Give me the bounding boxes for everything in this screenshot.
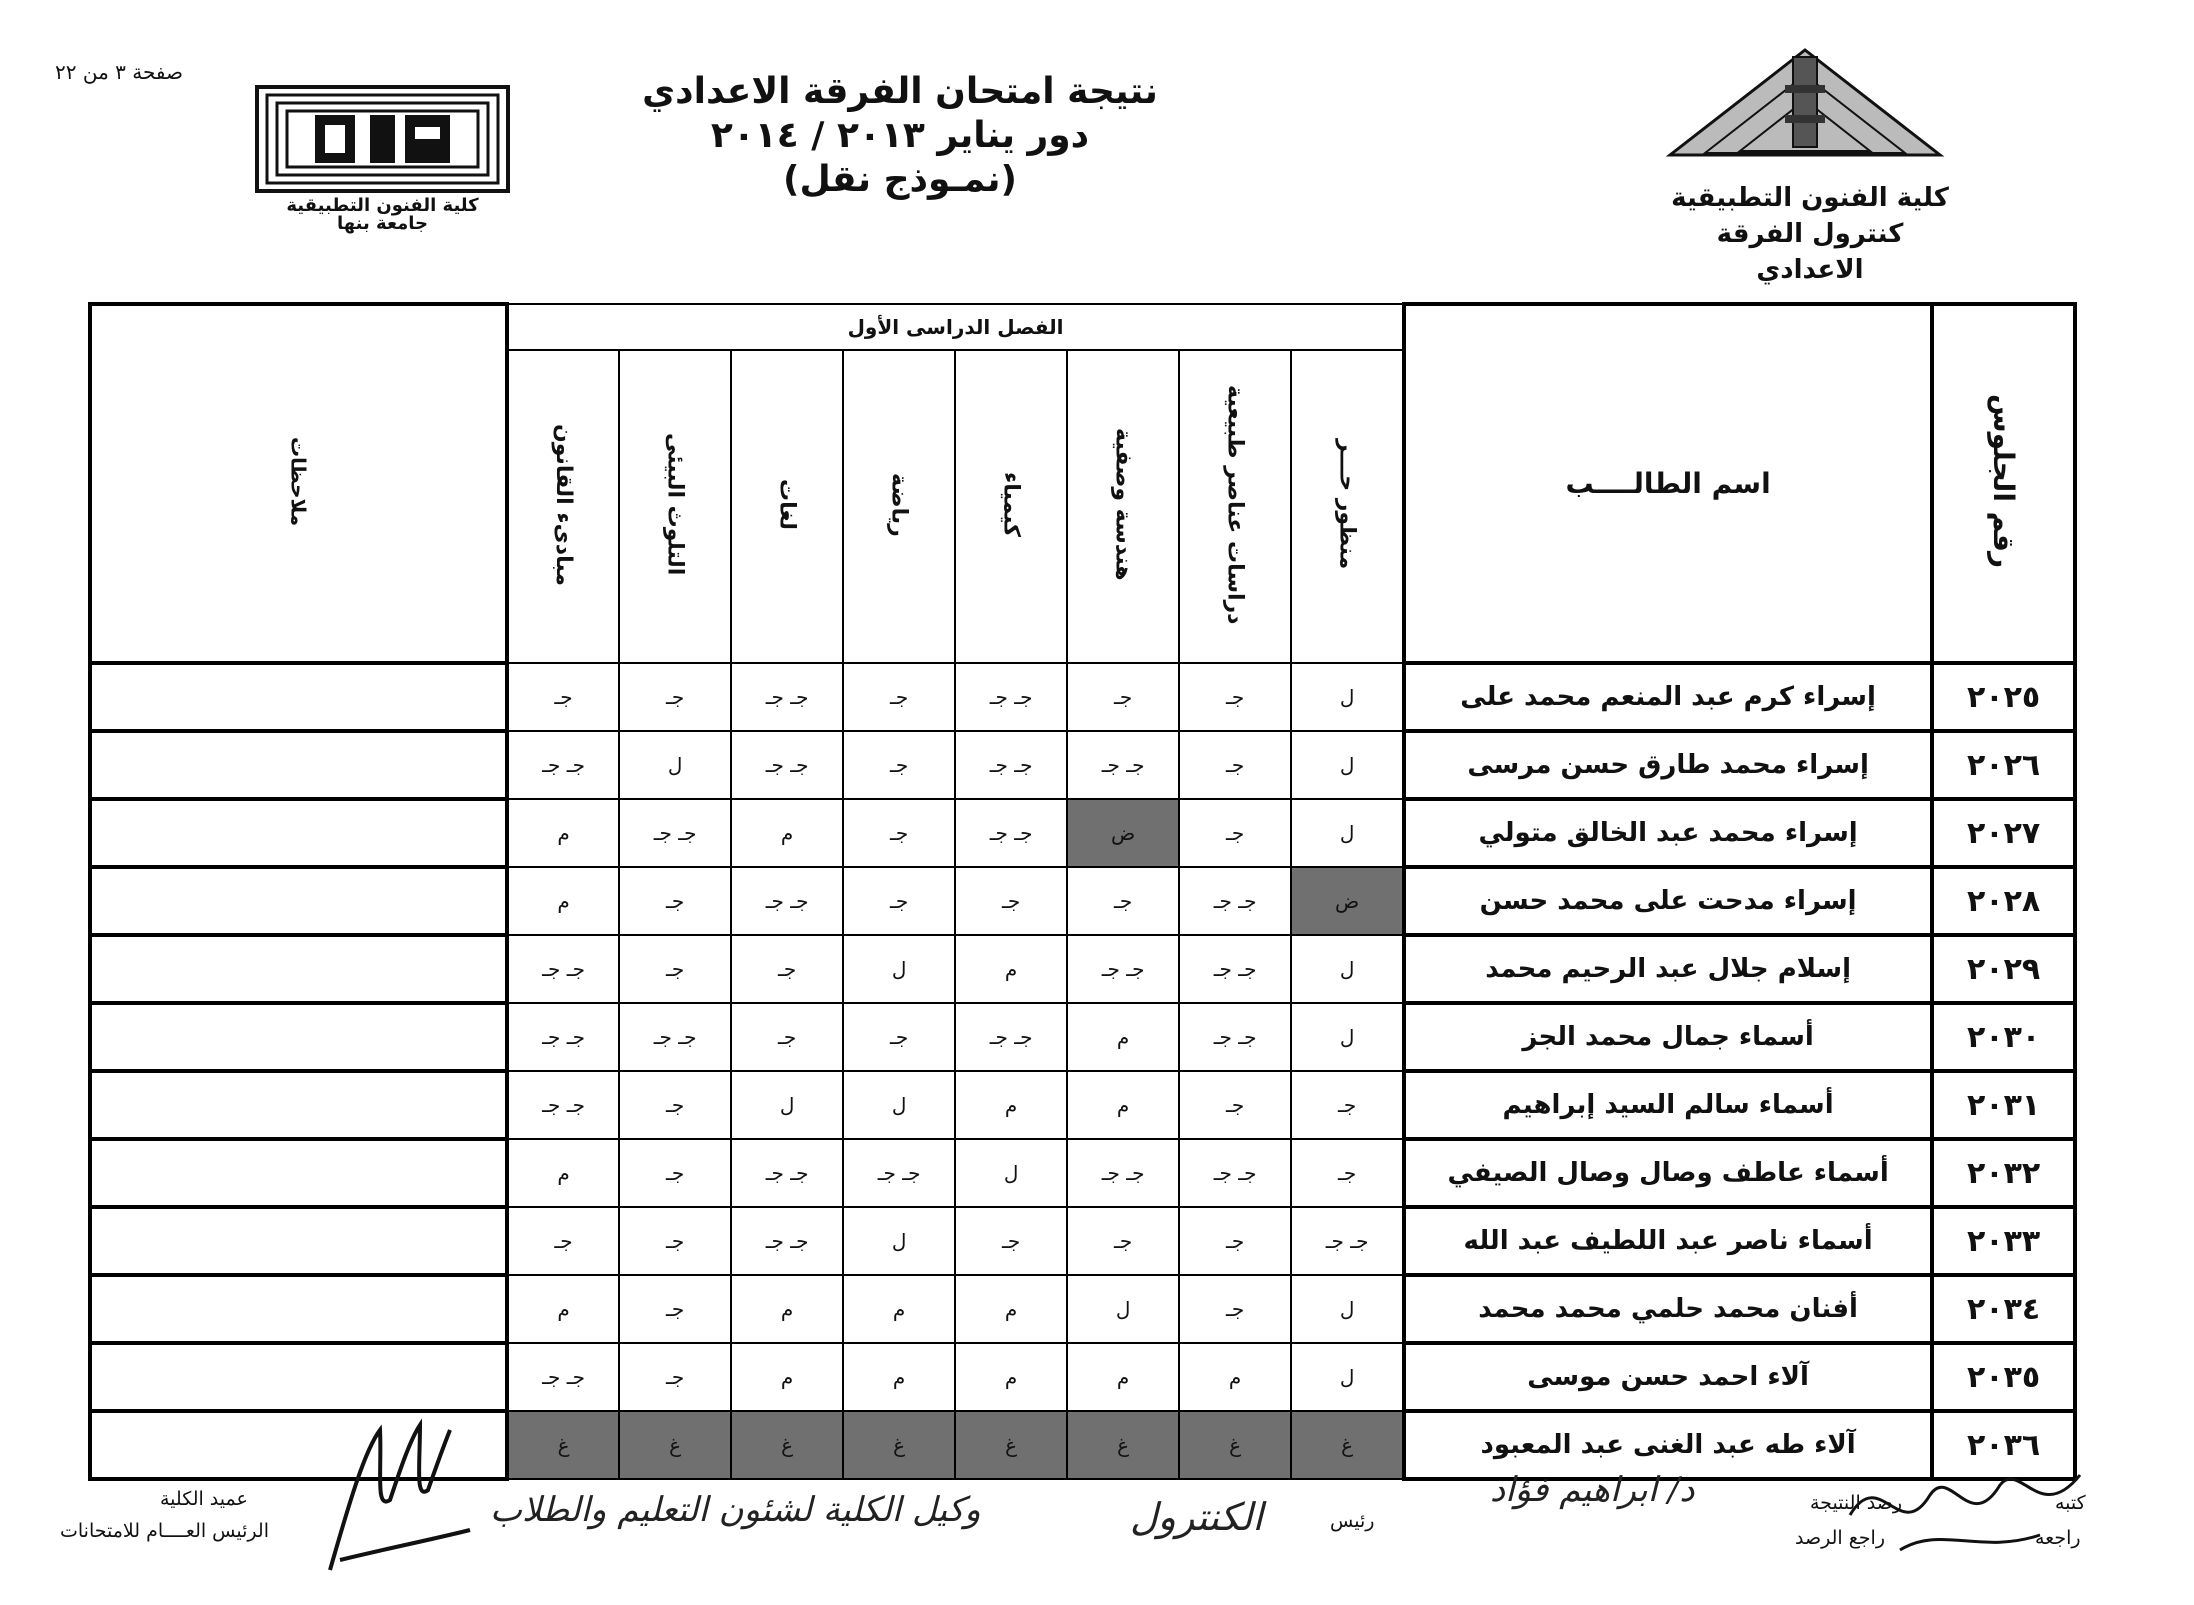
faculty-logo-line-1: كلية الفنون التطبيقية xyxy=(286,195,479,216)
subject-header-label: منظور حـــر xyxy=(1334,439,1360,570)
grade-cell: جـ جـ xyxy=(955,663,1067,731)
subject-header xyxy=(507,350,619,663)
grade-cell: جـ xyxy=(1067,663,1179,731)
subject-header xyxy=(1291,350,1404,663)
document-title xyxy=(640,70,1160,202)
grade-cell: جـ xyxy=(1179,1207,1291,1275)
grade-cell: جـ xyxy=(843,1003,955,1071)
grade-cell: غ xyxy=(619,1411,731,1479)
student-name-cell: أسماء عاطف وصال وصال الصيفي xyxy=(1404,1139,1932,1207)
subject-header-label: رياضة xyxy=(886,472,912,537)
grade-cell: جـ xyxy=(619,1343,731,1411)
grade-cell: جـ جـ xyxy=(731,867,843,935)
grade-cell: جـ جـ xyxy=(1179,935,1291,1003)
results-table-body xyxy=(90,663,2075,1479)
grade-cell: م xyxy=(731,1275,843,1343)
general-head-label: الرئيس العــــام للامتحانات xyxy=(60,1520,269,1542)
seat-number-cell: ٢٠٣٥ xyxy=(1932,1343,2075,1411)
seat-number-cell: ٢٠٣٦ xyxy=(1932,1411,2075,1479)
student-name-cell: إسلام جلال عبد الرحيم محمد xyxy=(1404,935,1932,1003)
seat-number-cell: ٢٠٣٣ xyxy=(1932,1207,2075,1275)
grade-cell: ل xyxy=(619,731,731,799)
student-name-cell: أسماء جمال محمد الجز xyxy=(1404,1003,1932,1071)
grade-cell: م xyxy=(507,799,619,867)
dean-signature-icon xyxy=(320,1410,480,1580)
title-line-2: دور يناير ٢٠١٣ / ٢٠١٤ xyxy=(710,115,1090,156)
header-row-1 xyxy=(90,304,2075,350)
dean-label: عميد الكلية xyxy=(160,1488,248,1510)
table-row xyxy=(90,1275,2075,1343)
grade-cell: جـ xyxy=(1291,1071,1404,1139)
table-row xyxy=(90,867,2075,935)
subject-header-label: مبادىء القانون xyxy=(551,423,577,586)
student-name-cell: إسراء محمد عبد الخالق متولي xyxy=(1404,799,1932,867)
grade-cell: جـ جـ xyxy=(731,1139,843,1207)
reviewed-by-label: راجعه xyxy=(2035,1527,2081,1549)
grade-cell: جـ xyxy=(1067,867,1179,935)
title-line-1: نتيجة امتحان الفرقة الاعدادي xyxy=(642,71,1158,112)
grade-cell: جـ xyxy=(1291,1139,1404,1207)
grade-cell: ل xyxy=(843,935,955,1003)
semester-header: الفصل الدراسى الأول xyxy=(507,304,1404,350)
grade-cell: جـ xyxy=(507,1207,619,1275)
grade-cell: جـ xyxy=(619,935,731,1003)
table-row xyxy=(90,1139,2075,1207)
notes-cell xyxy=(90,1207,507,1275)
seat-number-cell: ٢٠٣٤ xyxy=(1932,1275,2075,1343)
grade-cell: جـ xyxy=(1179,731,1291,799)
grade-cell: ل xyxy=(731,1071,843,1139)
notes-cell xyxy=(90,1071,507,1139)
student-name-header: اسم الطالــــب xyxy=(1404,304,1932,663)
grade-cell: جـ xyxy=(843,663,955,731)
institution-line-2: كنترول الفرقة الاعدادي xyxy=(1716,219,1904,285)
control-handwritten: الكنترول xyxy=(1130,1495,1263,1539)
grade-cell: ل xyxy=(1291,663,1404,731)
grade-cell: جـ جـ xyxy=(619,799,731,867)
table-row xyxy=(90,1071,2075,1139)
university-pyramid-icon xyxy=(1665,45,1945,165)
grade-cell: جـ xyxy=(1179,799,1291,867)
grade-cell: م xyxy=(1067,1071,1179,1139)
grade-cell: جـ جـ xyxy=(955,1003,1067,1071)
grade-cell: ل xyxy=(1291,731,1404,799)
control-head-label: رئيس xyxy=(1330,1510,1375,1532)
student-name-cell: أسماء ناصر عبد اللطيف عبد الله xyxy=(1404,1207,1932,1275)
grade-cell: ل xyxy=(843,1071,955,1139)
grade-cell: جـ xyxy=(619,867,731,935)
student-name-cell: إسراء مدحت على محمد حسن xyxy=(1404,867,1932,935)
notes-cell xyxy=(90,1003,507,1071)
grade-cell: غ xyxy=(1179,1411,1291,1479)
subject-header xyxy=(619,350,731,663)
grade-cell: جـ xyxy=(1067,1207,1179,1275)
grade-cell: جـ جـ xyxy=(1179,1139,1291,1207)
grade-cell: م xyxy=(843,1275,955,1343)
grade-cell: جـ جـ xyxy=(731,663,843,731)
grade-cell: جـ xyxy=(619,1207,731,1275)
grade-cell: غ xyxy=(843,1411,955,1479)
grade-cell: م xyxy=(955,1275,1067,1343)
grade-cell: ل xyxy=(955,1139,1067,1207)
subject-header xyxy=(1179,350,1291,663)
table-row xyxy=(90,1343,2075,1411)
reviewer-signature-icon xyxy=(1840,1455,2090,1565)
grade-cell: جـ جـ xyxy=(507,731,619,799)
written-by-label: كتبه xyxy=(2055,1492,2086,1514)
grade-cell: م xyxy=(1067,1343,1179,1411)
grade-cell: جـ جـ xyxy=(1067,935,1179,1003)
page-number: صفحة ٣ من ٢٢ xyxy=(55,60,183,84)
grade-cell: ل xyxy=(1291,1275,1404,1343)
grade-cell: م xyxy=(731,1343,843,1411)
grade-cell: جـ xyxy=(619,1071,731,1139)
seat-number-cell: ٢٠٢٥ xyxy=(1932,663,2075,731)
notes-cell xyxy=(90,1139,507,1207)
grade-cell: م xyxy=(507,1139,619,1207)
university-logo xyxy=(1665,45,1945,165)
student-name-cell: أسماء سالم السيد إبراهيم xyxy=(1404,1071,1932,1139)
vice-dean-handwritten: وكيل الكلية لشئون التعليم والطلاب xyxy=(490,1490,981,1530)
grade-cell: جـ جـ xyxy=(843,1139,955,1207)
table-row xyxy=(90,1207,2075,1275)
seat-number-cell: ٢٠٣١ xyxy=(1932,1071,2075,1139)
grade-cell: م xyxy=(1067,1003,1179,1071)
institution-block xyxy=(1660,180,1960,288)
grade-cell: ل xyxy=(1291,799,1404,867)
grade-cell: جـ جـ xyxy=(1179,867,1291,935)
grade-cell: جـ جـ xyxy=(507,935,619,1003)
grade-cell: جـ جـ xyxy=(507,1003,619,1071)
grade-cell: جـ جـ xyxy=(1179,1003,1291,1071)
seat-number-cell: ٢٠٣٢ xyxy=(1932,1139,2075,1207)
grade-cell: م xyxy=(507,1275,619,1343)
seat-number-cell: ٢٠٣٠ xyxy=(1932,1003,2075,1071)
faculty-logo xyxy=(255,85,510,235)
table-row xyxy=(90,799,2075,867)
subject-header xyxy=(955,350,1067,663)
grade-cell: جـ جـ xyxy=(1067,1139,1179,1207)
notes-cell xyxy=(90,1343,507,1411)
table-row xyxy=(90,1003,2075,1071)
institution-line-1: كلية الفنون التطبيقية xyxy=(1671,183,1949,213)
grade-cell: م xyxy=(843,1343,955,1411)
grade-cell: غ xyxy=(1067,1411,1179,1479)
grade-cell: جـ xyxy=(1179,1071,1291,1139)
grade-cell: جـ xyxy=(731,1003,843,1071)
subject-header-label: دراسات عناصر طبيعية xyxy=(1222,384,1248,625)
subject-header-label: كيمياء xyxy=(998,471,1024,537)
grade-cell: ض xyxy=(1291,867,1404,935)
subject-header-label: لغات xyxy=(774,478,800,531)
notes-cell xyxy=(90,867,507,935)
student-name-cell: إسراء كرم عبد المنعم محمد على xyxy=(1404,663,1932,731)
notes-cell xyxy=(90,1275,507,1343)
grade-cell: جـ xyxy=(843,799,955,867)
recorder-name-handwritten: د/ ابراهيم فؤاد xyxy=(1490,1470,1695,1510)
grade-cell: جـ xyxy=(843,731,955,799)
grade-cell: جـ جـ xyxy=(507,1343,619,1411)
grade-cell: جـ xyxy=(619,1275,731,1343)
grade-cell: جـ xyxy=(731,935,843,1003)
grade-cell: غ xyxy=(955,1411,1067,1479)
grade-cell: جـ جـ xyxy=(955,731,1067,799)
table-row xyxy=(90,935,2075,1003)
grade-cell: م xyxy=(955,1071,1067,1139)
notes-cell xyxy=(90,663,507,731)
grade-cell: غ xyxy=(731,1411,843,1479)
seat-number-cell: ٢٠٢٨ xyxy=(1932,867,2075,935)
student-name-cell: أفنان محمد حلمي محمد محمد xyxy=(1404,1275,1932,1343)
grade-cell: ل xyxy=(1291,935,1404,1003)
faculty-logo-icon xyxy=(255,85,510,195)
notes-header: ملاحظات xyxy=(90,304,507,663)
signature-block xyxy=(0,1470,2194,1605)
table-row xyxy=(90,731,2075,799)
notes-cell xyxy=(90,935,507,1003)
table-row xyxy=(90,663,2075,731)
seat-number-cell: ٢٠٢٩ xyxy=(1932,935,2075,1003)
subject-header xyxy=(843,350,955,663)
results-table xyxy=(88,302,2077,1481)
grade-cell: م xyxy=(507,867,619,935)
grade-cell: ل xyxy=(1291,1003,1404,1071)
grade-cell: جـ xyxy=(955,867,1067,935)
notes-cell xyxy=(90,799,507,867)
grade-cell: جـ xyxy=(955,1207,1067,1275)
grade-cell: ل xyxy=(1291,1343,1404,1411)
subject-header-label: التلوث البيئى xyxy=(662,433,688,576)
grade-cell: جـ xyxy=(1179,1275,1291,1343)
grade-cell: م xyxy=(731,799,843,867)
grade-cell: م xyxy=(1179,1343,1291,1411)
seat-number-header: رقم الجلوس xyxy=(1932,304,2075,663)
seat-number-cell: ٢٠٢٧ xyxy=(1932,799,2075,867)
notes-cell xyxy=(90,731,507,799)
subject-header-label: هندسة وصفية xyxy=(1110,428,1136,581)
title-line-3: (نمـوذج نقل) xyxy=(783,159,1017,200)
grade-cell: جـ جـ xyxy=(619,1003,731,1071)
grade-cell: جـ xyxy=(619,663,731,731)
grade-cell: م xyxy=(955,935,1067,1003)
grade-cell: م xyxy=(955,1343,1067,1411)
student-name-cell: إسراء محمد طارق حسن مرسى xyxy=(1404,731,1932,799)
faculty-logo-caption xyxy=(255,197,510,233)
grade-cell: جـ جـ xyxy=(1291,1207,1404,1275)
grade-cell: جـ جـ xyxy=(731,1207,843,1275)
grade-cell: جـ جـ xyxy=(731,731,843,799)
student-name-cell: آلاء احمد حسن موسى xyxy=(1404,1343,1932,1411)
grade-cell: غ xyxy=(507,1411,619,1479)
subject-header xyxy=(1067,350,1179,663)
grade-cell: جـ جـ xyxy=(955,799,1067,867)
grade-cell: جـ xyxy=(507,663,619,731)
grade-cell: جـ جـ xyxy=(507,1071,619,1139)
recorder-reviewer-label: راجع الرصد xyxy=(1795,1527,1886,1549)
seat-number-cell: ٢٠٢٦ xyxy=(1932,731,2075,799)
faculty-logo-line-2: جامعة بنها xyxy=(337,213,428,234)
grade-cell: جـ جـ xyxy=(1067,731,1179,799)
grade-cell: ل xyxy=(843,1207,955,1275)
grade-cell: جـ xyxy=(843,867,955,935)
result-recorder-label: رصد النتيجة xyxy=(1810,1492,1903,1514)
grade-cell: ل xyxy=(1067,1275,1179,1343)
grade-cell: ض xyxy=(1067,799,1179,867)
student-name-cell: آلاء طه عبد الغنى عبد المعبود xyxy=(1404,1411,1932,1479)
grade-cell: جـ xyxy=(619,1139,731,1207)
grade-cell: غ xyxy=(1291,1411,1404,1479)
subject-header xyxy=(731,350,843,663)
grade-cell: جـ xyxy=(1179,663,1291,731)
